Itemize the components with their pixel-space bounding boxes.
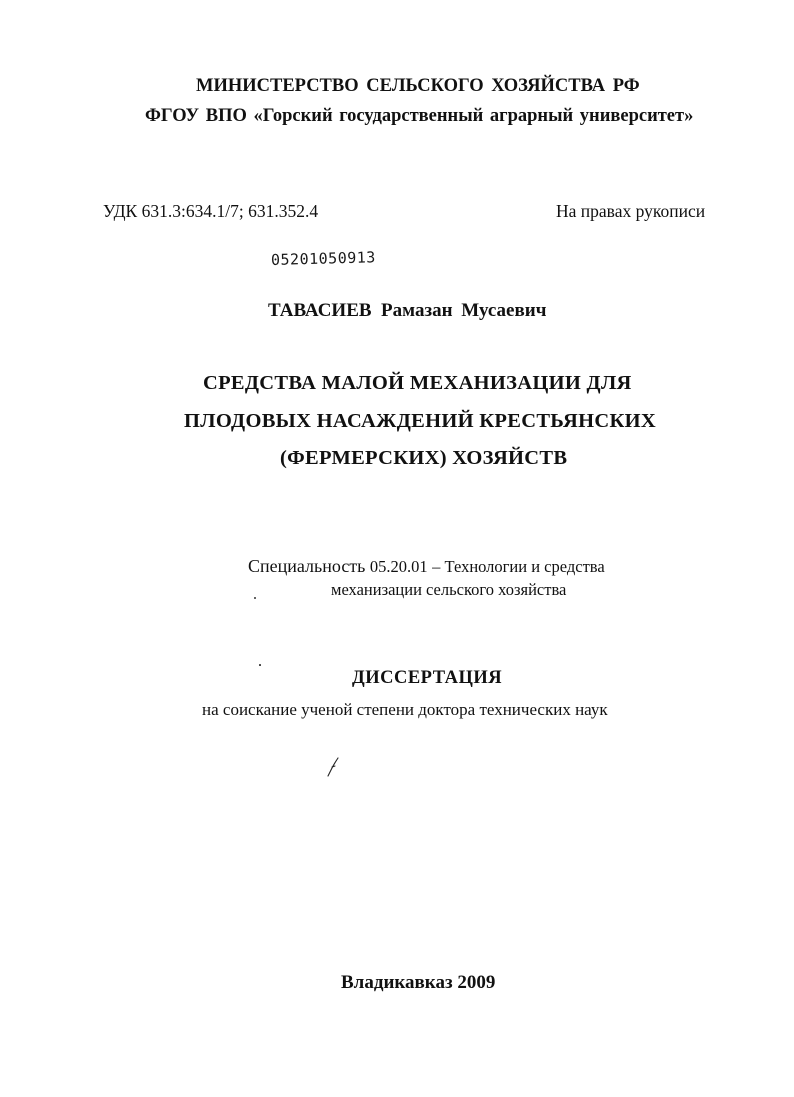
thesis-title-line-3: (ФЕРМЕРСКИХ) ХОЗЯЙСТВ (280, 447, 568, 469)
thesis-title-line-1: СРЕДСТВА МАЛОЙ МЕХАНИЗАЦИИ ДЛЯ (203, 372, 632, 394)
specialty-label: Специальность (248, 556, 366, 576)
udk-code: УДК 631.3:634.1/7; 631.352.4 (103, 201, 319, 221)
author-surname: ТАВАСИЕВ (268, 300, 372, 321)
manuscript-rights-note: На правах рукописи (556, 201, 706, 221)
ministry-heading: МИНИСТЕРСТВО СЕЛЬСКОГО ХОЗЯЙСТВА РФ (196, 76, 640, 96)
specialty-code: 05.20.01 (369, 557, 428, 576)
registration-number-stamp: 05201050913 (270, 248, 377, 269)
author-given-names: Рамазан Мусаевич (381, 300, 547, 321)
dissertation-subtitle: на соискание ученой степени доктора технических наук (202, 700, 608, 719)
specialty-name-part-1: – Технологии и средства (432, 557, 605, 576)
specialty-line-1 (248, 556, 605, 577)
scan-speck (254, 597, 256, 599)
scan-speck (259, 664, 261, 666)
author-name (268, 300, 546, 322)
university-heading: ФГОУ ВПО «Горский государственный аграрный университет» (145, 106, 694, 126)
city-year: Владикавказ 2009 (341, 972, 496, 993)
pen-stroke-mark (324, 756, 344, 778)
specialty-name-part-2: механизации сельского хозяйства (331, 580, 567, 599)
dissertation-heading: ДИССЕРТАЦИЯ (352, 668, 503, 688)
thesis-title-line-2: ПЛОДОВЫХ НАСАЖДЕНИЙ КРЕСТЬЯНСКИХ (184, 410, 657, 432)
